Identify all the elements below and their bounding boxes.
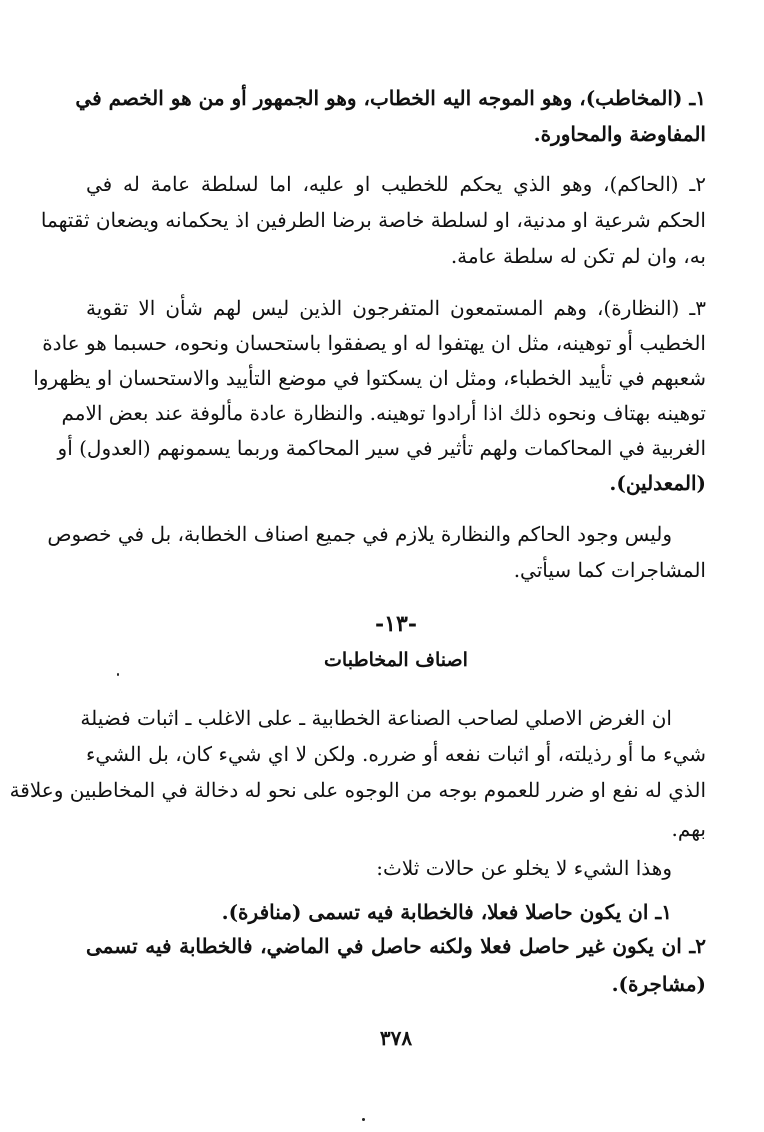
note-line-2: المشاجرات كما سيأتي. bbox=[513, 558, 706, 582]
note-line-1: وليس وجود الحاكم والنظارة يلازم في جميع اصناف الخطابة، بل في خصوص bbox=[47, 522, 672, 546]
item-2-line-3: به، وان لم تكن له سلطة عامة. bbox=[450, 244, 706, 268]
section-number: -١٣- bbox=[375, 611, 417, 637]
item-3-line-4: توهينه بهتاف ونحوه ذلك اذا أرادوا توهينه. والنظارة عادة مألوفة عند بعض الامم bbox=[61, 401, 706, 425]
item-3-line-5: الغربية في المحاكمات ولهم تأثير في سير المحاكمة وربما يسمونهم (العدول) أو bbox=[57, 436, 706, 460]
item-1-line-2: المفاوضة والمحاورة. bbox=[533, 122, 706, 146]
scan-speck bbox=[117, 673, 119, 676]
item-3-line-1: ٣ـ (النظارة)، وهم المستمعون المتفرجون الذين ليس لهم شأن الا تقوية bbox=[86, 296, 706, 320]
intro-line-4: بهم. bbox=[671, 817, 706, 841]
item-1-line-1: ١ـ (المخاطب)، وهو الموجه اليه الخطاب، وهو الجمهور أو من هو الخصم في bbox=[75, 86, 706, 110]
page-number: ٣٧٨ bbox=[379, 1026, 413, 1050]
state-2-line-2: (مشاجرة). bbox=[611, 972, 706, 996]
state-2-line-1: ٢ـ ان يكون غير حاصل فعلا ولكنه حاصل في الماضي، فالخطابة فيه تسمى bbox=[86, 934, 706, 958]
scan-speck bbox=[362, 1118, 365, 1121]
book-page bbox=[9, 0, 706, 1132]
intro-line-2: شيء ما أو رذيلته، أو اثبات نفعه أو ضرره. ولكن لا اي شيء كان، بل الشيء bbox=[86, 742, 706, 766]
state-1-line: ١ـ ان يكون حاصلا فعلا، فالخطابة فيه تسمى (منافرة). bbox=[221, 900, 672, 924]
item-2-line-2: الحكم شرعية او مدنية، او لسلطة خاصة برضا الطرفين اذ يحكمانه ويضعان ثقتهما bbox=[40, 208, 706, 232]
states-intro-line: وهذا الشيء لا يخلو عن حالات ثلاث: bbox=[376, 856, 672, 880]
item-3-line-6: (المعدلين). bbox=[609, 471, 706, 495]
item-2-line-1: ٢ـ (الحاكم)، وهو الذي يحكم للخطيب او عليه، اما لسلطة عامة له في bbox=[86, 172, 706, 196]
intro-line-3: الذي له نفع او ضرر للعموم بوجه من الوجوه على نحو له دخالة في المخاطبين وعلاقة bbox=[9, 778, 706, 802]
item-3-line-3: شعبهم في تأييد الخطباء، ومثل ان يسكتوا في موضع التأييد والاستحسان او يظهروا bbox=[33, 366, 706, 390]
section-title: اصناف المخاطبات bbox=[324, 649, 468, 671]
intro-line-1: ان الغرض الاصلي لصاحب الصناعة الخطابية ـ على الاغلب ـ اثبات فضيلة bbox=[80, 706, 672, 730]
item-3-line-2: الخطيب أو توهينه، مثل ان يهتفوا له او يصفقوا باستحسان ونحوه، حسبما هو عادة bbox=[42, 331, 706, 355]
